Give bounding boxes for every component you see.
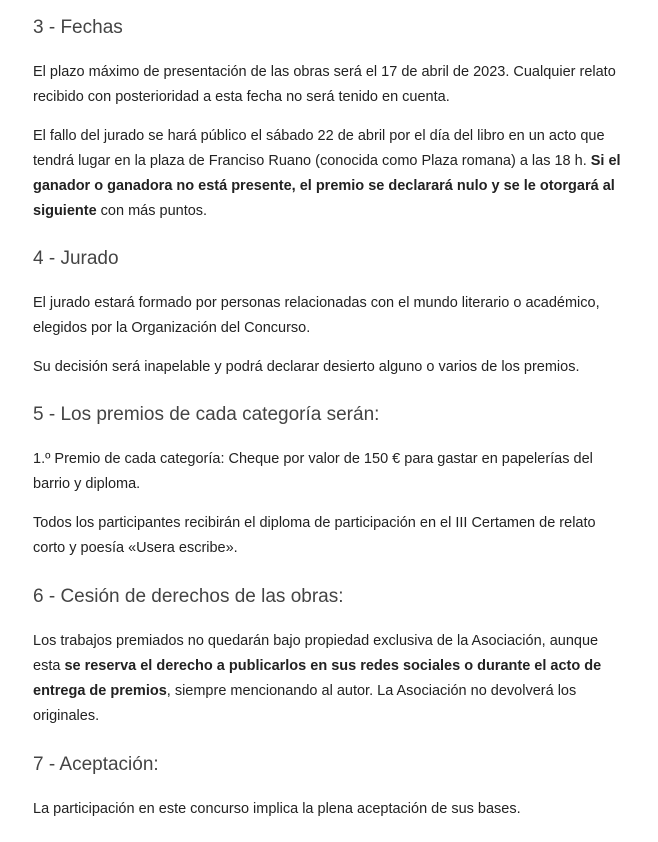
paragraph-fallo-bold: Si el ganador o ganadora no está presente, el premio se declarará nulo y se le otorgará al siguiente — [33, 153, 621, 219]
paragraph-plazo: El plazo máximo de presentación de las obras será el 17 de abril de 2023. Cualquier relato recibido con posterioridad a esta fecha no será tenido en cuenta. — [33, 64, 616, 105]
paragraph-diploma: Todos los participantes recibirán el diploma de participación en el III Certamen de relato corto y poesía «Usera escribe». — [33, 515, 596, 556]
paragraph-aceptacion: La participación en este concurso implica la plena aceptación de sus bases. — [33, 801, 521, 817]
section-premios — [33, 403, 628, 561]
paragraph-fallo-tail: con más puntos. — [96, 203, 208, 219]
section-aceptacion — [33, 753, 628, 822]
paragraph-cesion-bold: se reserva el derecho a publicarlos en sus redes sociales o durante el acto de entrega de premios — [33, 658, 602, 699]
section-fechas — [33, 16, 628, 224]
paragraph-cesion-tail: , siempre mencionando al autor. La Asociación no devolverá los originales. — [33, 683, 577, 724]
section-jurado — [33, 247, 628, 380]
paragraph-fallo — [33, 124, 628, 224]
paragraph-jurado-decision: Su decisión será inapelable y podrá declarar desierto alguno o varios de los premios. — [33, 359, 580, 375]
section-title-premios: 5 - Los premios de cada categoría serán: — [33, 404, 380, 425]
paragraph-cesion-text: Los trabajos premiados no quedarán bajo propiedad exclusiva de la Asociación, aunque esta — [33, 633, 599, 674]
section-title-cesion: 6 - Cesión de derechos de las obras: — [33, 586, 344, 607]
section-title-aceptacion: 7 - Aceptación: — [33, 754, 159, 775]
paragraph-fallo-text: El fallo del jurado se hará público el sábado 22 de abril por el día del libro en un acto que tendrá lugar en la plaza de Franciso Ruano (conocida como Plaza romana) a las 18 h. — [33, 128, 605, 169]
paragraph-cesion — [33, 629, 628, 729]
paragraph-jurado-composicion: El jurado estará formado por personas relacionadas con el mundo literario o académico, elegidos por la Organización del Concurso. — [33, 295, 600, 336]
paragraph-primer-premio: 1.º Premio de cada categoría: Cheque por valor de 150 € para gastar en papelerías del barrio y diploma. — [33, 451, 593, 492]
section-title-fechas: 3 - Fechas — [33, 17, 123, 38]
section-cesion-derechos — [33, 585, 628, 729]
section-title-jurado: 4 - Jurado — [33, 248, 119, 269]
